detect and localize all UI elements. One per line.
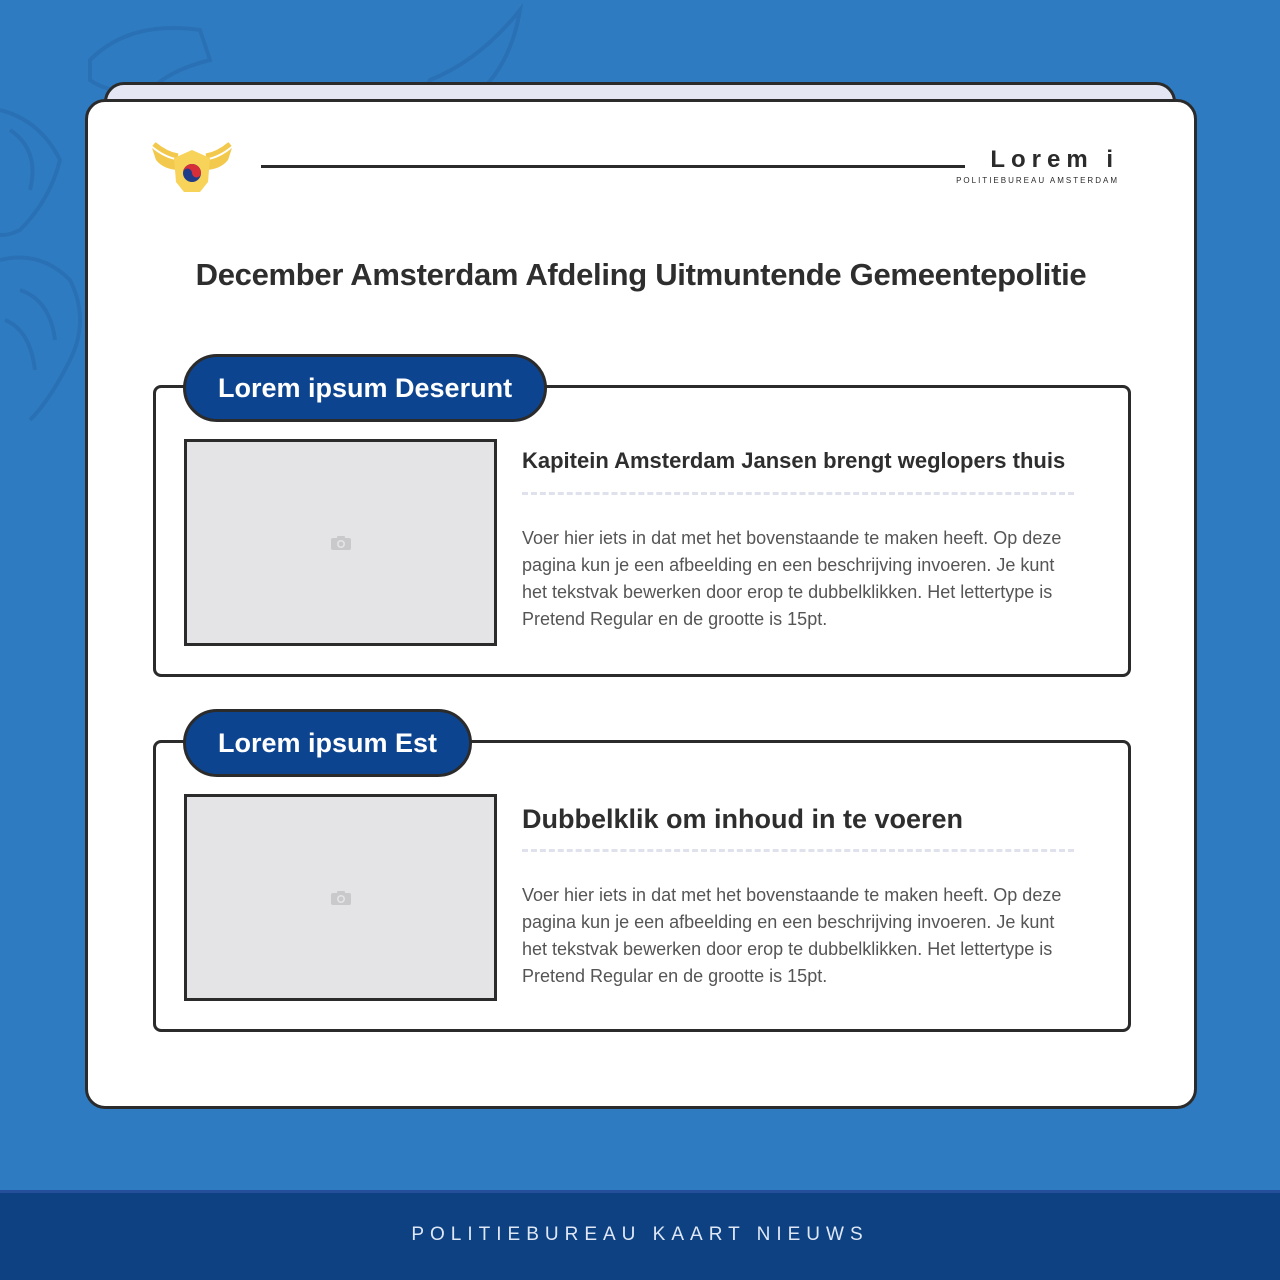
- article-title: Dubbelklik om inhoud in te voeren: [522, 804, 964, 834]
- article: [522, 801, 1082, 990]
- brand-subtitle: POLITIEBUREAU AMSTERDAM: [956, 176, 1119, 185]
- news-section: [153, 728, 1131, 1032]
- article-body: Voer hier iets in dat met het bovenstaande te maken heeft. Op deze pagina kun je een afbeelding en een beschrijving invoeren. Je kunt het tekstvak bewerken door erop te dubbelklikken. Het lettertype is Pretend Regular en de grootte is 15pt.: [522, 885, 1062, 986]
- footer-banner: POLITIEBUREAU KAART NIEUWS: [0, 1190, 1280, 1280]
- page-title: December Amsterdam Afdeling Uitmuntende Gemeentepolitie: [195, 257, 1087, 292]
- article-title: Kapitein Amsterdam Jansen brengt weglopers thuis: [522, 448, 1066, 473]
- brand-block: [956, 146, 1119, 185]
- header-rule: [261, 165, 965, 168]
- news-card: [85, 99, 1197, 1109]
- dashed-divider: [522, 849, 1074, 852]
- brand-name: Lorem i: [990, 146, 1119, 173]
- image-placeholder[interactable]: [184, 439, 497, 646]
- news-section: [153, 373, 1131, 677]
- article: [522, 446, 1082, 633]
- dashed-divider: [522, 492, 1074, 495]
- section-label: Lorem ipsum Est: [183, 709, 472, 777]
- article-body: Voer hier iets in dat met het bovenstaande te maken heeft. Op deze pagina kun je een afbeelding en een beschrijving invoeren. Je kunt het tekstvak bewerken door erop te dubbelklikken. Het lettertype is Pretend Regular en de grootte is 15pt.: [522, 528, 1062, 629]
- image-placeholder[interactable]: [184, 794, 497, 1001]
- police-emblem-icon: [150, 140, 234, 198]
- camera-icon: [330, 535, 352, 551]
- section-label: Lorem ipsum Deserunt: [183, 354, 547, 422]
- camera-icon: [330, 890, 352, 906]
